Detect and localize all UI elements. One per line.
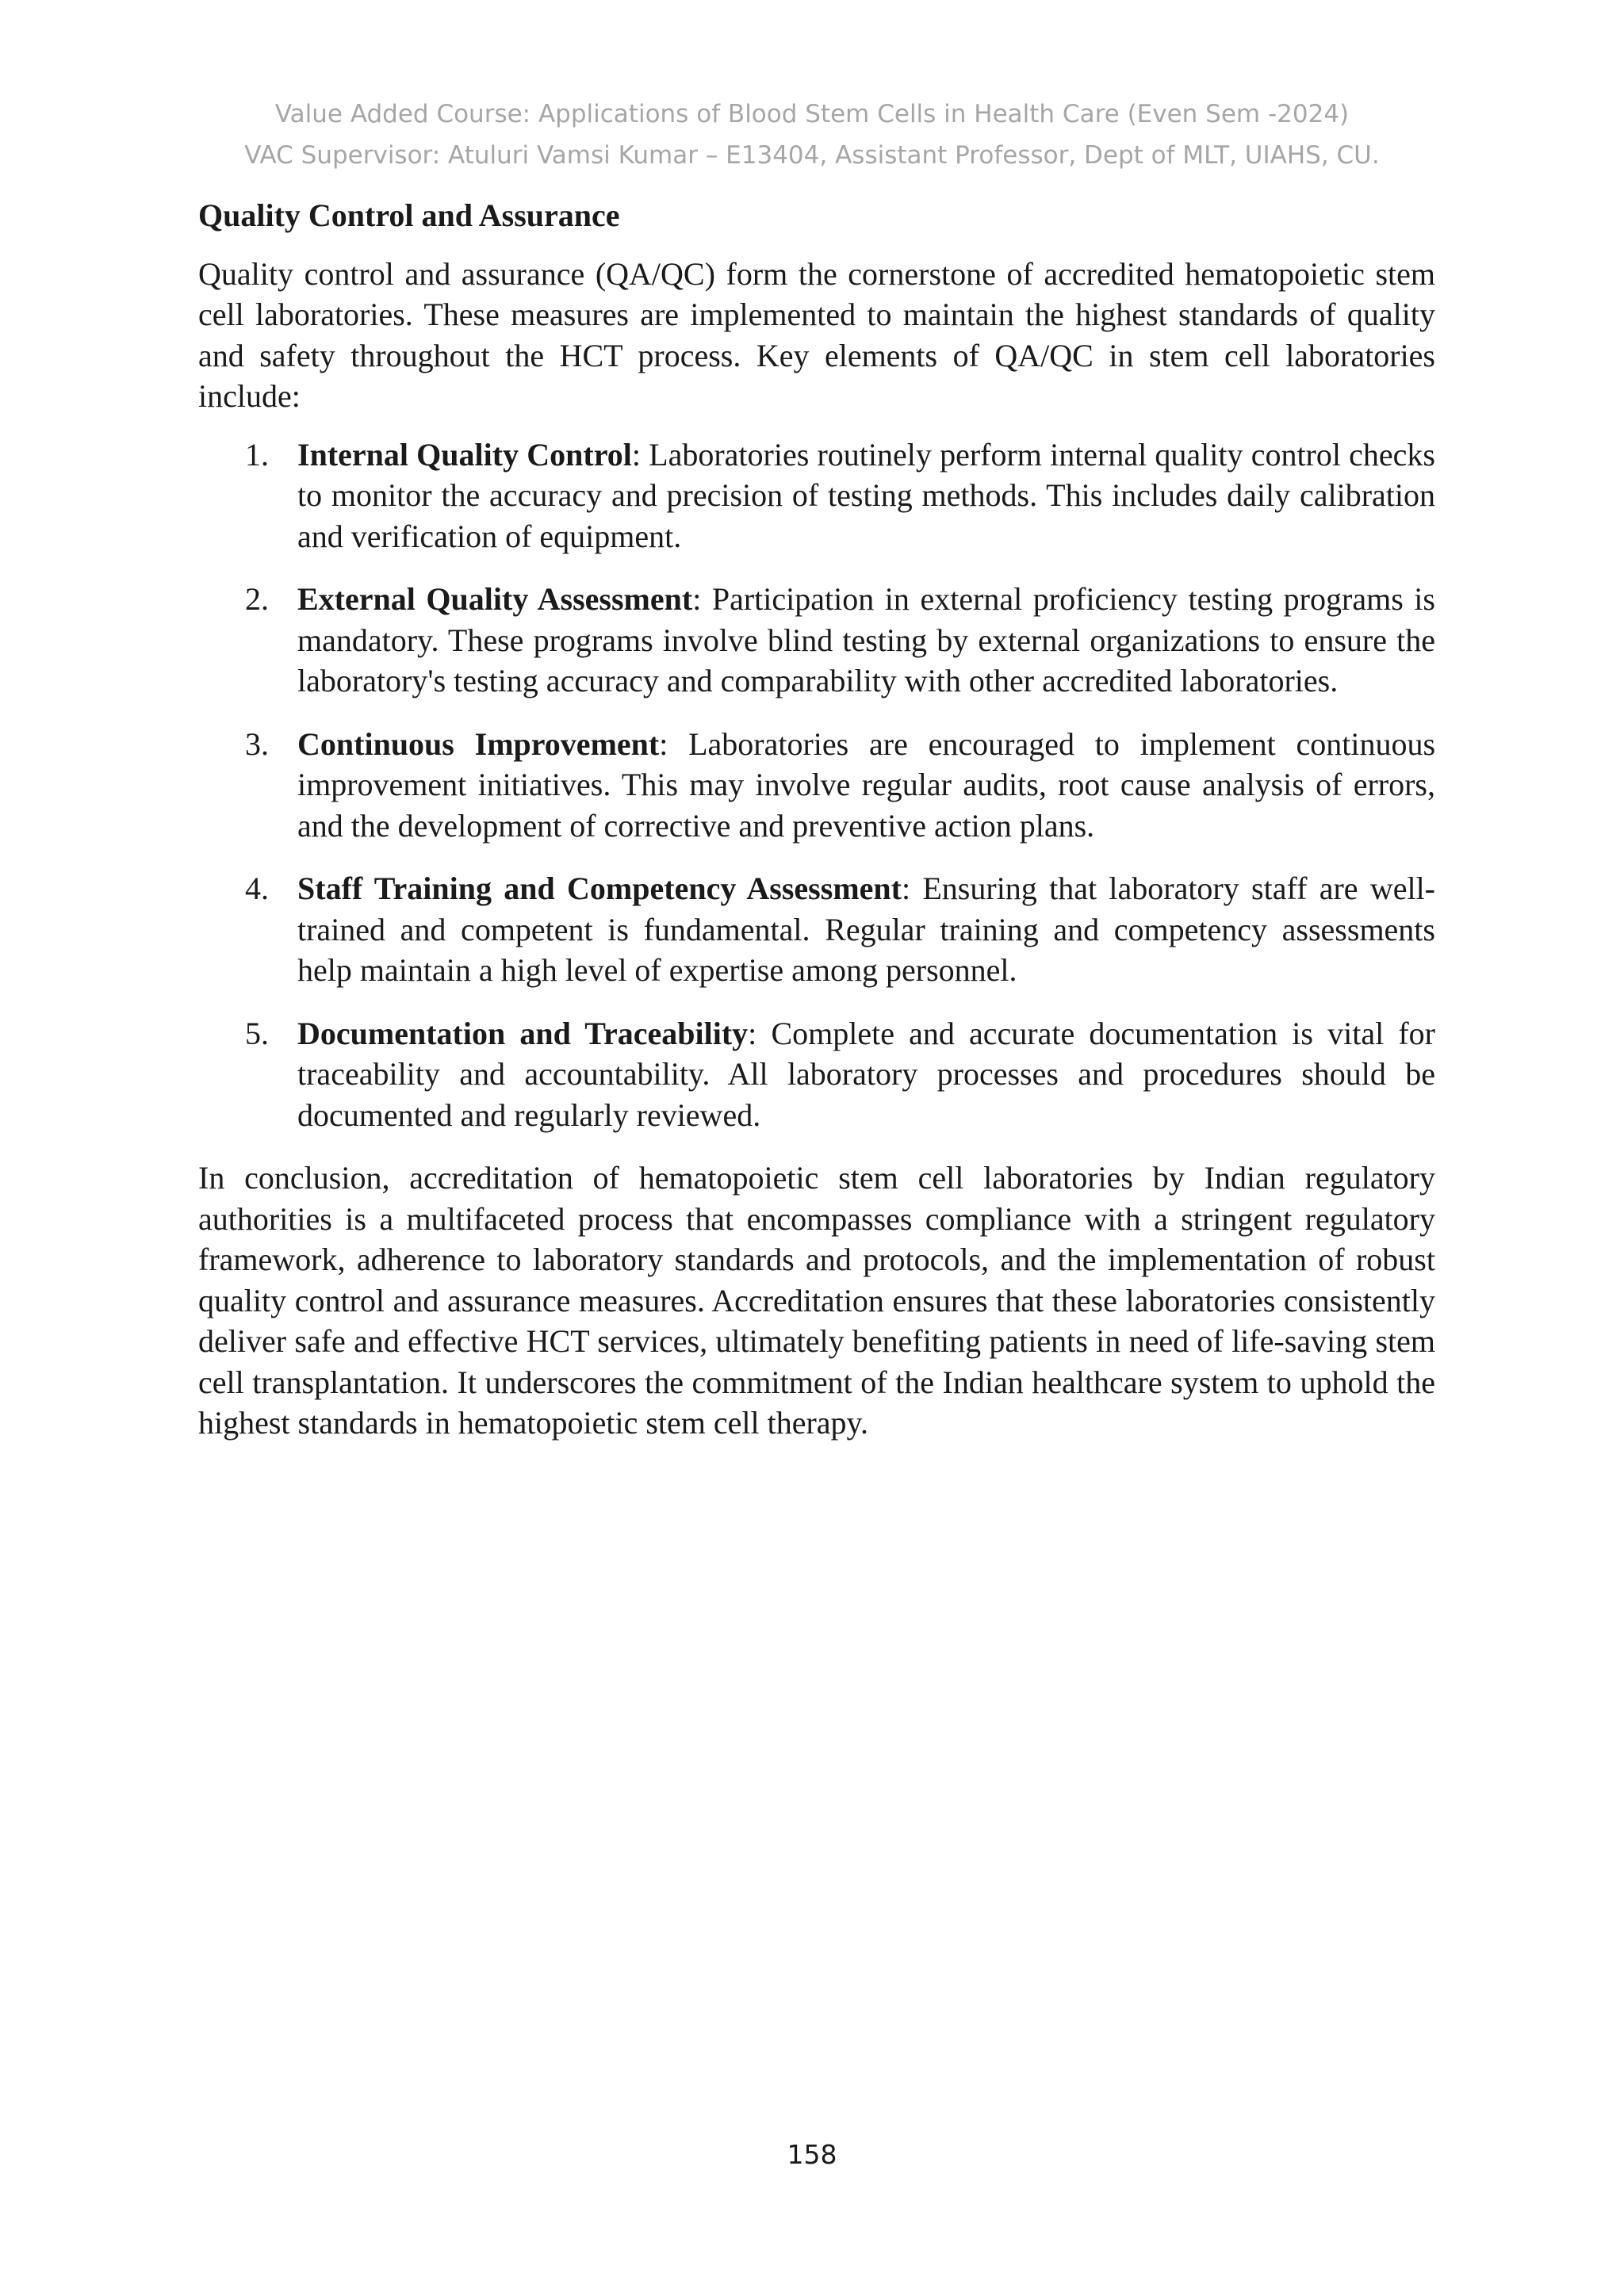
list-item-text: : Laboratories routinely perform internal quality control checks to monitor the accuracy and precision of testing methods. This includes daily calibration and verification of equipment. (297, 436, 1436, 554)
list-item (198, 1013, 1435, 1136)
qa-qc-elements-list (198, 434, 1435, 1136)
header-supervisor-line: VAC Supervisor: Atuluri Vamsi Kumar – E13404, Assistant Professor, Dept of MLT, UIAHS, CU. (244, 141, 1380, 170)
running-header (0, 94, 1624, 176)
list-item-title: External Quality Assessment (297, 581, 693, 617)
list-item-number: 3. (245, 725, 269, 762)
list-item-text: : Participation in external proficiency testing programs is mandatory. These programs involve blind testing by external organizations to ensure the laboratory's testing accuracy and comparability with other accredited laboratories. (297, 581, 1435, 698)
intro-paragraph: Quality control and assurance (QA/QC) form the cornerstone of accredited hematopoietic stem cell laboratories. These measures are implemented to maintain the highest standards of quality and safety throughout the HCT process. Key elements of QA/QC in stem cell laboratories include: (198, 255, 1435, 414)
list-item-title: Documentation and Traceability (297, 1015, 749, 1051)
section-heading: Quality Control and Assurance (198, 197, 620, 233)
list-item-title: Staff Training and Competency Assessment (297, 871, 902, 906)
list-item-text: : Ensuring that laboratory staff are well-trained and competent is fundamental. Regular training and competency assessments help maintain a high level of expertise among personnel. (297, 871, 1436, 988)
header-course-line: Value Added Course: Applications of Blood Stem Cells in Health Care (Even Sem -2024) (274, 100, 1350, 128)
list-item-number: 5. (245, 1015, 269, 1051)
list-item (198, 724, 1435, 847)
list-item (198, 868, 1435, 991)
conclusion-paragraph: In conclusion, accreditation of hematopoietic stem cell laboratories by Indian regulatory authorities is a multifaceted process that encompasses compliance with a stringent regulatory framework, adherence to laboratory standards and protocols, and the implementation of robust quality control and assurance measures. Accreditation ensures that these laboratories consistently deliver safe and effective HCT services, ultimately benefiting patients in need of life-saving stem cell transplantation. It underscores the commitment of the Indian healthcare system to uphold the highest standards in hematopoietic stem cell therapy. (198, 1160, 1435, 1441)
main-content (198, 195, 1435, 1444)
list-item-title: Internal Quality Control (297, 436, 632, 473)
list-item-number: 1. (245, 436, 269, 473)
list-item (198, 434, 1435, 557)
page-number: 158 (787, 2139, 837, 2170)
list-item-title: Continuous Improvement (297, 725, 660, 762)
list-item-text: : Laboratories are encouraged to implement continuous improvement initiatives. This may involve regular audits, root cause analysis of errors, and the development of corrective and preventive action plans. (297, 725, 1436, 844)
list-item (198, 579, 1435, 702)
list-item-text: : Complete and accurate documentation is vital for traceability and accountability. All laboratory processes and procedures should be documented and regularly reviewed. (297, 1015, 1435, 1133)
list-item-number: 4. (245, 871, 269, 906)
list-item-number: 2. (245, 581, 269, 617)
